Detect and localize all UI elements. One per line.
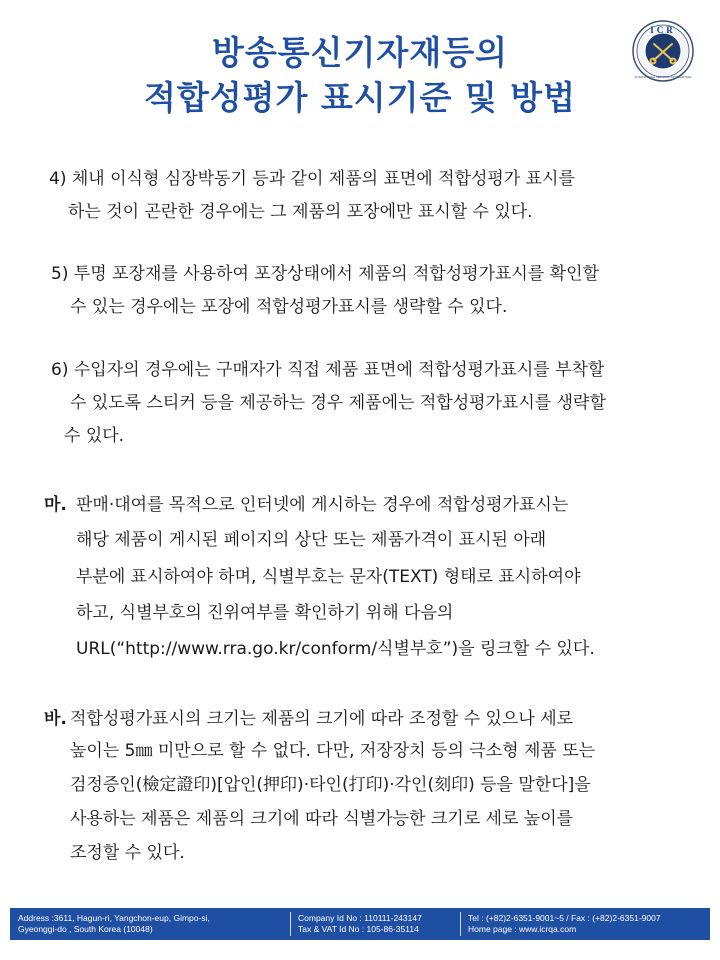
section-ba-line-2: 높이는 5㎜ 미만으로 할 수 없다. 다만, 저장장치 등의 극소형 제품 또는 (70, 741, 596, 761)
section-ba-line-5: 조정할 수 있다. (70, 843, 185, 863)
footer-company-line-1: Company Id No : 110111-243147 (298, 913, 422, 923)
item5-line-2: 수 있는 경우에는 포장에 적합성평가표시를 생략할 수 있다. (70, 297, 508, 317)
item6-line-2: 수 있도록 스티커 등을 제공하는 경우 제품에는 적합성평가표시를 생략할 (70, 393, 606, 413)
item5-line-1: 5) 투명 포장재를 사용하여 포장상태에서 제품의 적합성평가표시를 확인할 (51, 264, 599, 284)
section-ma-line-2: 해당 제품이 게시된 페이지의 상단 또는 제품가격이 표시된 아래 (76, 530, 547, 550)
logo-text: ICR (650, 25, 676, 35)
footer-divider (290, 912, 291, 936)
footer-address-line-2: Gyeonggi-do , South Korea (10048) (18, 924, 153, 934)
footer-address (18, 913, 210, 935)
item6-line-3: 수 있다. (64, 426, 125, 446)
section-ma-marker: 마. (44, 495, 67, 515)
footer-bar (10, 908, 710, 940)
title-line-2: 적합성평가 표시기준 및 방법 (143, 78, 576, 117)
section-ma-line-4: 하고, 식별부호의 진위여부를 확인하기 위해 다음의 (76, 603, 454, 623)
section-ma-line-5: URL(“http://www.rra.go.kr/conform/식별부호”)을 링크할 수 있다. (76, 639, 595, 659)
footer-contact (468, 913, 661, 935)
footer-divider (460, 912, 461, 936)
section-ba-line-1: 적합성평가표시의 크기는 제품의 크기에 따라 조정할 수 있으나 세로 (70, 709, 574, 729)
footer-contact-line-2: Home page : www.icrqa.com (468, 924, 577, 934)
logo-ring-text: INTERNATIONAL CERTIFICATION REGISTRAR (634, 76, 692, 79)
section-ma-line-3: 부분에 표시하여야 하며, 식별부호는 문자(TEXT) 형태로 표시하여야 (76, 567, 581, 587)
footer-company (298, 913, 422, 935)
item6-line-1: 6) 수입자의 경우에는 구매자가 직접 제품 표면에 적합성평가표시를 부착할 (51, 360, 605, 380)
title-line-1: 방송통신기자재등의 (212, 33, 508, 72)
page-title (0, 30, 720, 120)
footer-company-line-2: Tax & VAT Id No : 105-86-35114 (298, 924, 419, 934)
section-ba-line-4: 사용하는 제품은 제품의 크기에 따라 식별가능한 크기로 세로 높이를 (70, 809, 574, 829)
footer-address-line-1: Address :3611, Hagun-ri, Yangchon-eup, Gimpo-si, (18, 913, 210, 923)
item4-line-1: 4) 체내 이식형 심장박동기 등과 같이 제품의 표면에 적합성평가 표시를 (49, 169, 575, 189)
section-ba-marker: 바. (44, 709, 67, 729)
footer-contact-line-1: Tel : (+82)2-6351-9001~5 / Fax : (+82)2-6351-9007 (468, 913, 661, 923)
item4-line-2: 하는 것이 곤란한 경우에는 그 제품의 포장에만 표시할 수 있다. (68, 202, 533, 222)
section-ba-line-3: 검정증인(檢定證印)[압인(押印)·타인(打印)·각인(刻印) 등을 말한다]을 (70, 775, 591, 795)
section-ma-line-1: 판매·대여를 목적으로 인터넷에 게시하는 경우에 적합성평가표시는 (76, 495, 569, 515)
icr-logo (632, 20, 694, 82)
